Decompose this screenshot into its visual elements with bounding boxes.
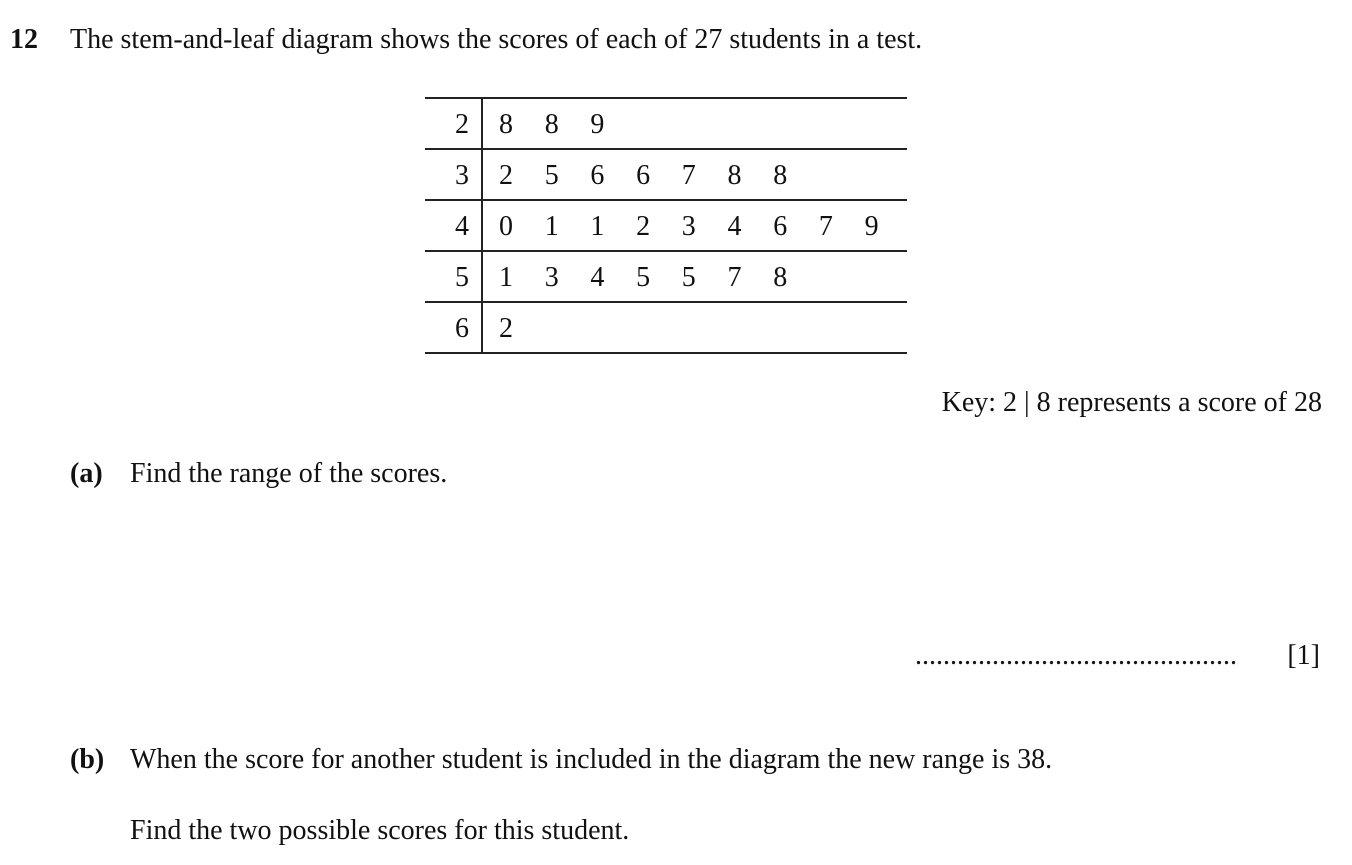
leaf-value: 7	[727, 262, 742, 293]
leaf-value: 5	[636, 262, 651, 293]
leaf-group	[483, 201, 907, 250]
leaf-group	[483, 99, 907, 148]
leaf-value: 8	[773, 160, 788, 191]
leaf-value: 9	[864, 211, 879, 242]
question-intro: The stem-and-leaf diagram shows the scores of each of 27 students in a test.	[70, 24, 923, 55]
stem-value: 5	[425, 252, 483, 301]
leaf-value: 1	[590, 211, 605, 242]
stem-leaf-row	[425, 199, 907, 250]
stem-leaf-row	[425, 148, 907, 199]
part-b-label: (b)	[70, 744, 105, 775]
part-b-question: When the score for another student is included in the diagram the new range is 38.	[130, 744, 1053, 775]
leaf-value: 3	[544, 262, 559, 293]
marks-label: [1]	[1287, 640, 1320, 671]
leaf-value: 7	[818, 211, 833, 242]
leaf-value: 1	[544, 211, 559, 242]
stem-leaf-row	[425, 97, 907, 148]
stem-value: 3	[425, 150, 483, 199]
part-a-label: (a)	[70, 458, 103, 489]
part-a-question: Find the range of the scores.	[130, 458, 448, 489]
leaf-value: 5	[544, 160, 559, 191]
leaf-group	[483, 150, 907, 199]
stem-leaf-row	[425, 250, 907, 301]
leaf-value: 8	[499, 109, 513, 140]
leaf-value: 8	[544, 109, 559, 140]
leaf-value: 3	[681, 211, 696, 242]
leaf-value: 7	[681, 160, 696, 191]
leaf-group	[483, 252, 907, 301]
stem-and-leaf-diagram	[425, 97, 907, 354]
leaf-value: 6	[636, 160, 651, 191]
leaf-value: 2	[499, 313, 513, 344]
leaf-value: 2	[636, 211, 651, 242]
stem-value: 6	[425, 303, 483, 352]
leaf-value: 6	[773, 211, 788, 242]
leaf-value: 0	[499, 211, 513, 242]
leaf-value: 4	[727, 211, 742, 242]
stem-leaf-row	[425, 301, 907, 354]
leaf-value: 6	[590, 160, 605, 191]
leaf-value: 8	[727, 160, 742, 191]
leaf-value: 2	[499, 160, 513, 191]
part-b-instruction: Find the two possible scores for this student.	[130, 815, 630, 846]
diagram-key: Key: 2 | 8 represents a score of 28	[941, 387, 1322, 418]
leaf-value: 9	[590, 109, 605, 140]
stem-value: 2	[425, 99, 483, 148]
leaf-value: 5	[681, 262, 696, 293]
question-number: 12	[10, 24, 38, 55]
leaf-value: 8	[773, 262, 788, 293]
leaf-group	[483, 303, 907, 352]
leaf-value: 4	[590, 262, 605, 293]
answer-line[interactable]: ..............................................	[915, 640, 1237, 671]
leaf-value: 1	[499, 262, 513, 293]
stem-value: 4	[425, 201, 483, 250]
